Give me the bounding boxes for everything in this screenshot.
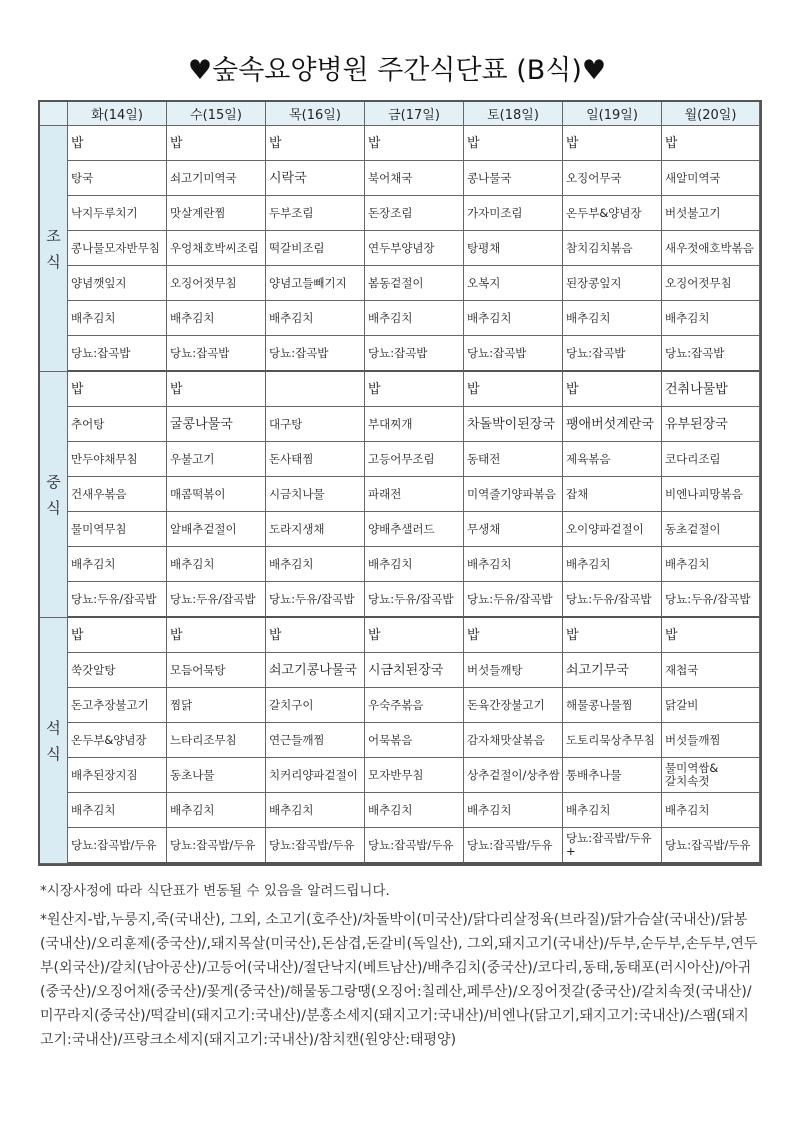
menu-item: 오징어무국 (563, 161, 662, 196)
day-header: 토(18일) (464, 102, 563, 126)
menu-item: 배추김치 (365, 793, 464, 828)
day-header: 목(16일) (266, 102, 365, 126)
day-header: 금(17일) (365, 102, 464, 126)
menu-row (40, 126, 760, 161)
menu-item: 밥 (365, 126, 464, 161)
menu-item: 당뇨:잡곡밥/두유 (464, 828, 563, 864)
menu-item: 배추김치 (662, 547, 760, 582)
menu-item: 배추김치 (464, 547, 563, 582)
menu-row (40, 618, 760, 653)
menu-item: 밥 (662, 618, 760, 653)
menu-item: 당뇨:잡곡밥 (167, 336, 266, 372)
meal-label-char: 식 (46, 744, 61, 763)
menu-row (40, 407, 760, 442)
menu-item: 감자채맛살볶음 (464, 723, 563, 758)
menu-row (40, 688, 760, 723)
menu-item: 밥 (563, 618, 662, 653)
menu-item: 밥 (167, 372, 266, 407)
menu-item: 우숙주볶음 (365, 688, 464, 723)
day-header: 화(14일) (68, 102, 167, 126)
menu-item: 당뇨:두유/잡곡밥 (68, 582, 167, 618)
menu-item: 버섯들깨탕 (464, 653, 563, 688)
menu-item: 밥 (464, 372, 563, 407)
notes (40, 880, 760, 1052)
menu-item: 비엔나피망볶음 (662, 477, 760, 512)
menu-item: 찜닭 (167, 688, 266, 723)
menu-row (40, 547, 760, 582)
menu-row (40, 336, 760, 372)
menu-item: 제육볶음 (563, 442, 662, 477)
menu-item: 당뇨:두유/잡곡밥 (266, 582, 365, 618)
meal-label-char: 석 (46, 718, 61, 737)
meal-label (40, 372, 68, 618)
menu-item: 돈고추장불고기 (68, 688, 167, 723)
menu-item: 당뇨:두유/잡곡밥 (167, 582, 266, 618)
menu-item: 갈치구이 (266, 688, 365, 723)
menu-item: 당뇨:잡곡밥 (365, 336, 464, 372)
menu-item: 콩나물모자반무침 (68, 231, 167, 266)
menu-item: 오징어젓무침 (662, 266, 760, 301)
menu-item: 밥 (464, 126, 563, 161)
menu-item: 콩나물국 (464, 161, 563, 196)
notice-text: *시장사정에 따라 식단표가 변동될 수 있음을 알려드립니다. (40, 883, 390, 899)
menu-item: 도라지생채 (266, 512, 365, 547)
meal-label-char: 식 (46, 498, 61, 517)
menu-item: 배추김치 (365, 301, 464, 336)
menu-item: 쇠고기무국 (563, 653, 662, 688)
menu-item: 파래전 (365, 477, 464, 512)
menu-item: 물미역쌈& 갈치속젓 (662, 758, 760, 793)
menu-item: 양배추샐러드 (365, 512, 464, 547)
menu-item: 북어채국 (365, 161, 464, 196)
menu-item: 밥 (266, 126, 365, 161)
menu-item: 모자반무침 (365, 758, 464, 793)
menu-item: 배추김치 (266, 301, 365, 336)
menu-item: 시금치나물 (266, 477, 365, 512)
menu-item: 배추김치 (266, 547, 365, 582)
menu-item: 동태전 (464, 442, 563, 477)
menu-item: 낙지두루치기 (68, 196, 167, 231)
menu-item: 밥 (167, 126, 266, 161)
menu-item: 배추김치 (662, 301, 760, 336)
menu-row (40, 828, 760, 864)
weekly-menu-table (38, 100, 762, 866)
menu-item: 밥 (563, 372, 662, 407)
menu-item: 배추김치 (68, 547, 167, 582)
menu-item: 돈사태찜 (266, 442, 365, 477)
menu-row (40, 477, 760, 512)
menu-item: 밥 (68, 126, 167, 161)
menu-item: 무생채 (464, 512, 563, 547)
menu-item: 당뇨:잡곡밥 (662, 336, 760, 372)
menu-item: 배추김치 (365, 547, 464, 582)
menu-item: 버섯불고기 (662, 196, 760, 231)
menu-item: 온두부&양념장 (563, 196, 662, 231)
menu-item: 통배추나물 (563, 758, 662, 793)
menu-item: 배추된장지짐 (68, 758, 167, 793)
menu-item: 당뇨:잡곡밥 (563, 336, 662, 372)
menu-item: 모듬어묵탕 (167, 653, 266, 688)
origin-text: *원산지-밥,누룽지,죽(국내산), 그외, 소고기(호주산)/차돌박이(미국산)/닭다리살정육(브라질)/닭가슴살(국내산)/닭봉(국내산)/오리훈제(중국산)/,돼지목살(미국산),돈삼겹,돈갈비(독일산), 그외,돼지고기(국내산)/두부,순두부,손두부,연두부(외국산)/갈치(남아공산)/고등어(국내산)/절단낙지(베트남산)/배추김치(중국산)/코다리,동태,동태포(러시아산)/아귀(중국산)/오징어채(중국산)/꽃게(중국산)/해물동그랑땡(오징어:칠레산,페루산)/오징어젓갈(중국산)/갈치속젓(국내산)/미꾸라지(중국산)/떡갈비(돼지고기:국내산)/분홍소세지(돼지고기:국내산)/비엔나(닭고기,돼지고기:국내산)/스팸(돼지고기:국내산)/프랑크소세지(돼지고기:국내산)/참치캔(원양산:태평양) (40, 912, 758, 1048)
menu-item: 오징어젓무침 (167, 266, 266, 301)
menu-item: 당뇨:잡곡밥/두유 (662, 828, 760, 864)
menu-item: 참치김치볶음 (563, 231, 662, 266)
menu-item: 당뇨:잡곡밥/두유+ (563, 828, 662, 864)
menu-item: 느타리조무침 (167, 723, 266, 758)
menu-item: 양념고들빼기지 (266, 266, 365, 301)
menu-item: 밥 (68, 618, 167, 653)
menu-item: 밥 (662, 126, 760, 161)
menu-item: 연두부양념장 (365, 231, 464, 266)
menu-row (40, 512, 760, 547)
menu-item: 추어탕 (68, 407, 167, 442)
menu-item: 밥 (266, 618, 365, 653)
menu-item: 차돌박이된장국 (464, 407, 563, 442)
menu-row (40, 582, 760, 618)
corner-cell (40, 102, 68, 126)
menu-row (40, 161, 760, 196)
menu-row (40, 723, 760, 758)
meal-label-char: 중 (46, 472, 61, 491)
menu-item: 닭갈비 (662, 688, 760, 723)
menu-item: 떡갈비조림 (266, 231, 365, 266)
meal-label (40, 126, 68, 372)
meal-label-char: 식 (46, 252, 61, 271)
menu-row (40, 196, 760, 231)
menu-item: 우엉채호박씨조림 (167, 231, 266, 266)
menu-item: 새우젓애호박볶음 (662, 231, 760, 266)
menu-item: 미역줄기양파볶음 (464, 477, 563, 512)
menu-item: 배추김치 (563, 301, 662, 336)
menu-item: 배추김치 (266, 793, 365, 828)
menu-item: 당뇨:잡곡밥 (464, 336, 563, 372)
menu-item: 고등어무조림 (365, 442, 464, 477)
menu-item: 대구탕 (266, 407, 365, 442)
day-header: 일(19일) (563, 102, 662, 126)
menu-row (40, 653, 760, 688)
menu-item: 동초겉절이 (662, 512, 760, 547)
menu-item: 시금치된장국 (365, 653, 464, 688)
menu-item: 당뇨:잡곡밥 (68, 336, 167, 372)
menu-item: 밥 (563, 126, 662, 161)
menu-item: 물미역무침 (68, 512, 167, 547)
menu-item: 밥 (365, 618, 464, 653)
menu-item: 동초나물 (167, 758, 266, 793)
menu-item: 당뇨:두유/잡곡밥 (464, 582, 563, 618)
menu-item: 버섯들깨찜 (662, 723, 760, 758)
menu-row (40, 266, 760, 301)
menu-row (40, 301, 760, 336)
menu-item: 밥 (464, 618, 563, 653)
menu-item: 밥 (68, 372, 167, 407)
meal-label-char: 조 (46, 226, 61, 245)
menu-item: 돈장조림 (365, 196, 464, 231)
menu-item: 건취나물밥 (662, 372, 760, 407)
menu-item: 배추김치 (68, 301, 167, 336)
menu-item: 당뇨:두유/잡곡밥 (365, 582, 464, 618)
menu-row (40, 442, 760, 477)
menu-item: 배추김치 (464, 301, 563, 336)
menu-item: 굴콩나물국 (167, 407, 266, 442)
menu-item: 배추김치 (563, 793, 662, 828)
menu-item: 팽애버섯계란국 (563, 407, 662, 442)
meal-label (40, 618, 68, 864)
menu-item: 당뇨:두유/잡곡밥 (662, 582, 760, 618)
menu-item: 오이양파겉절이 (563, 512, 662, 547)
menu-item: 배추김치 (563, 547, 662, 582)
menu-item: 해물콩나물찜 (563, 688, 662, 723)
menu-item: 된장콩잎지 (563, 266, 662, 301)
menu-item: 알배추겉절이 (167, 512, 266, 547)
menu-item: 배추김치 (167, 793, 266, 828)
menu-item: 가자미조림 (464, 196, 563, 231)
menu-row (40, 231, 760, 266)
menu-item: 부대찌개 (365, 407, 464, 442)
menu-item: 당뇨:두유/잡곡밥 (563, 582, 662, 618)
menu-item: 맛살계란찜 (167, 196, 266, 231)
menu-item: 쑥갓알탕 (68, 653, 167, 688)
menu-item: 쇠고기미역국 (167, 161, 266, 196)
menu-item: 당뇨:잡곡밥/두유 (167, 828, 266, 864)
menu-item: 당뇨:잡곡밥 (266, 336, 365, 372)
menu-item: 두부조림 (266, 196, 365, 231)
menu-item: 재첩국 (662, 653, 760, 688)
menu-item: 탕국 (68, 161, 167, 196)
menu-item: 코다리조림 (662, 442, 760, 477)
menu-item: 매콤떡볶이 (167, 477, 266, 512)
menu-item: 배추김치 (464, 793, 563, 828)
menu-item: 배추김치 (68, 793, 167, 828)
menu-item: 밥 (365, 372, 464, 407)
menu-item: 우불고기 (167, 442, 266, 477)
menu-item: 어묵볶음 (365, 723, 464, 758)
menu-row (40, 793, 760, 828)
menu-row (40, 758, 760, 793)
menu-item: 탕평채 (464, 231, 563, 266)
menu-item: 상추겉절이/상추쌈 (464, 758, 563, 793)
menu-item: 당뇨:잡곡밥/두유 (365, 828, 464, 864)
menu-item: 오복지 (464, 266, 563, 301)
page-title: ♥숲속요양병원 주간식단표 (B식)♥ (187, 55, 607, 86)
menu-item: 쇠고기콩나물국 (266, 653, 365, 688)
day-header: 수(15일) (167, 102, 266, 126)
menu-item: 시락국 (266, 161, 365, 196)
menu-item: 당뇨:잡곡밥/두유 (266, 828, 365, 864)
menu-item: 도토리묵상추무침 (563, 723, 662, 758)
menu-item: 봄동겉절이 (365, 266, 464, 301)
menu-item: 온두부&양념장 (68, 723, 167, 758)
day-header: 월(20일) (662, 102, 760, 126)
menu-item: 잡채 (563, 477, 662, 512)
menu-item: 치커리양파겉절이 (266, 758, 365, 793)
menu-item: 건새우볶음 (68, 477, 167, 512)
menu-item: 배추김치 (167, 547, 266, 582)
menu-item: 밥 (167, 618, 266, 653)
menu-item: 당뇨:잡곡밥/두유 (68, 828, 167, 864)
menu-item: 만두야채무침 (68, 442, 167, 477)
menu-item: 양념깻잎지 (68, 266, 167, 301)
menu-row (40, 372, 760, 407)
menu-item: 유부된장국 (662, 407, 760, 442)
menu-item: 배추김치 (662, 793, 760, 828)
menu-item: 배추김치 (167, 301, 266, 336)
menu-item: 돈육간장불고기 (464, 688, 563, 723)
menu-item (266, 372, 365, 407)
menu-item: 연근들깨찜 (266, 723, 365, 758)
menu-item: 새알미역국 (662, 161, 760, 196)
day-header-row (40, 102, 760, 126)
